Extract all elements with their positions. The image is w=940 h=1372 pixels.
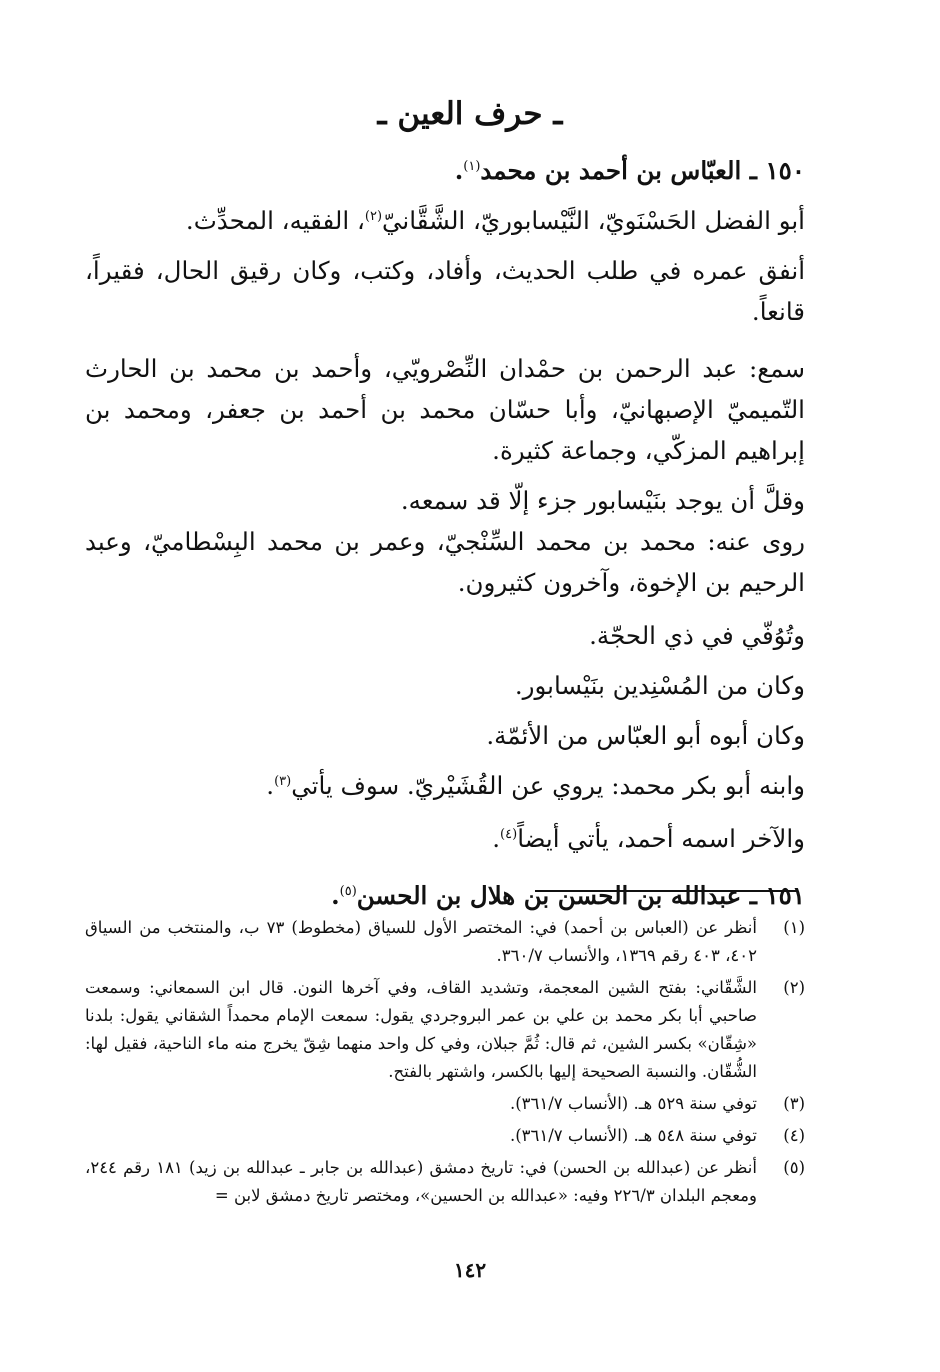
entry-151-heading bbox=[85, 875, 805, 916]
text-run: . bbox=[492, 824, 501, 853]
footnotes bbox=[85, 914, 805, 1214]
footnote-number: (٤) bbox=[783, 1126, 805, 1145]
footnote-ref[interactable]: (٤) bbox=[500, 826, 518, 842]
paragraph-death: وتُوُفّي في ذي الحجّة. bbox=[589, 621, 805, 650]
footnote-item bbox=[85, 1154, 805, 1210]
footnote-item bbox=[85, 1122, 805, 1150]
footnote-ref[interactable]: (٢) bbox=[364, 208, 383, 224]
footnote-item bbox=[85, 914, 805, 970]
entry-name: ـ عبدالله بن الحسن بن هلال بن الحسن bbox=[356, 881, 757, 910]
entry-number: ١٥١ bbox=[765, 881, 805, 910]
footnote-number: (٢) bbox=[783, 978, 805, 997]
footnote-ref[interactable]: (٥) bbox=[339, 883, 357, 899]
footnote-ref[interactable]: (١) bbox=[463, 158, 481, 174]
entry-tail: . bbox=[331, 881, 340, 910]
page-number: ١٤٢ bbox=[453, 1258, 487, 1282]
text-run: والآخر اسمه أحمد، يأتي أيضاً bbox=[517, 824, 805, 853]
footnote-text: أنظر عن (عبدالله بن الحسن) في: تاريخ دمشق (عبدالله بن جابر ـ عبدالله بن زيد) ١٨١ رقم ٢٤٤، ومعجم البلدان ٢٢٦/٣ وفيه: «عبدالله بن الحسين»، ومختصر تاريخ دمشق لابن = bbox=[85, 1158, 757, 1205]
paragraph-narrated-by: روى عنه: محمد بن محمد السِّنْجيّ، وعمر بن محمد البِسْطاميّ، وعبد الرحيم بن الإخوة، وآخرون كثيرون. bbox=[85, 527, 805, 597]
paragraph-nisba bbox=[85, 200, 805, 241]
paragraph-father: وكان أبوه أبو العبّاس من الأئمّة. bbox=[486, 721, 805, 750]
footnote-divider bbox=[535, 890, 797, 892]
paragraph-musnid: وكان من المُسْنِدين بنَيْسابور. bbox=[514, 671, 805, 700]
footnote-text: توفي سنة ٥٤٨ هـ. (الأنساب ٣٦١/٧). bbox=[509, 1126, 757, 1145]
paragraph-son bbox=[85, 765, 805, 806]
main-text bbox=[85, 150, 805, 916]
footnote-text: أنظر عن (العباس بن أحمد) في: المختصر الأول للسياق (مخطوط) ٧٣ ب، والمنتخب من السياق ٤٠٢، ٤٠٣ رقم ١٣٦٩، والأنساب ٣٦٠/٧. bbox=[85, 918, 757, 965]
paragraph-description: أنفق عمره في طلب الحديث، وأفاد، وكتب، وكان رقيق الحال، فقيراً، قانعاً. bbox=[85, 256, 805, 326]
section-heading: ـ حرف العين ـ bbox=[377, 96, 563, 132]
footnote-number: (٥) bbox=[783, 1158, 805, 1177]
entry-number: ١٥٠ bbox=[765, 156, 805, 185]
entry-tail: . bbox=[454, 156, 464, 185]
paragraph-other-son bbox=[85, 818, 805, 859]
footnote-item bbox=[85, 974, 805, 1086]
footnote-number: (١) bbox=[783, 918, 805, 937]
footnote-ref[interactable]: (٣) bbox=[274, 773, 292, 789]
text-run: أبو الفضل الحَسْنَويّ، النَّيْسابوريّ، الشَّقَّانيّ bbox=[382, 206, 805, 235]
text-run: ، الفقيه، المحدِّث. bbox=[185, 206, 365, 235]
entry-150-heading bbox=[85, 150, 805, 191]
footnote-item bbox=[85, 1090, 805, 1118]
footnote-text: الشَّقّاني: بفتح الشين المعجمة، وتشديد القاف، وفي آخرها النون. قال ابن السمعاني: وسمعت صاحبي أبا بكر محمد بن علي بن عمر البروجردي يقول: سمعت الإمام محمداً الشقاني يقول: بلدنا «شِقّان» بكسر الشين، ثم قال: ثُمَّ جبلان، وفي كل واحد منهما شِقّ يخرج منه ماء الناحية، فقيل لها: الشُّقّان. والنسبة الصحيحة إليها بالكسر، واشتهر بالفتح. bbox=[85, 978, 757, 1081]
paragraph-heard-from: سمع: عبد الرحمن بن حمْدان النِّصْرويّي، وأحمد بن محمد بن الحارث التّميميّ الإصبهانيّ، وأبا حسّان محمد بن أحمد بن جعفر، ومحمد بن إبراهيم المزكّي، وجماعة كثيرة. bbox=[85, 354, 805, 465]
entry-name: ـ العبّاس بن أحمد بن محمد bbox=[480, 156, 757, 185]
text-run: . bbox=[266, 771, 275, 800]
text-run: وابنه أبو بكر محمد: يروي عن القُشَيْريّ. سوف يأتي bbox=[291, 771, 805, 800]
footnote-text: توفي سنة ٥٢٩ هـ. (الأنساب ٣٦١/٧). bbox=[509, 1094, 757, 1113]
paragraph-rarity: وقلَّ أن يوجد بنَيْسابور جزء إلّا قد سمعه. bbox=[400, 486, 805, 515]
footnote-number: (٣) bbox=[783, 1094, 805, 1113]
